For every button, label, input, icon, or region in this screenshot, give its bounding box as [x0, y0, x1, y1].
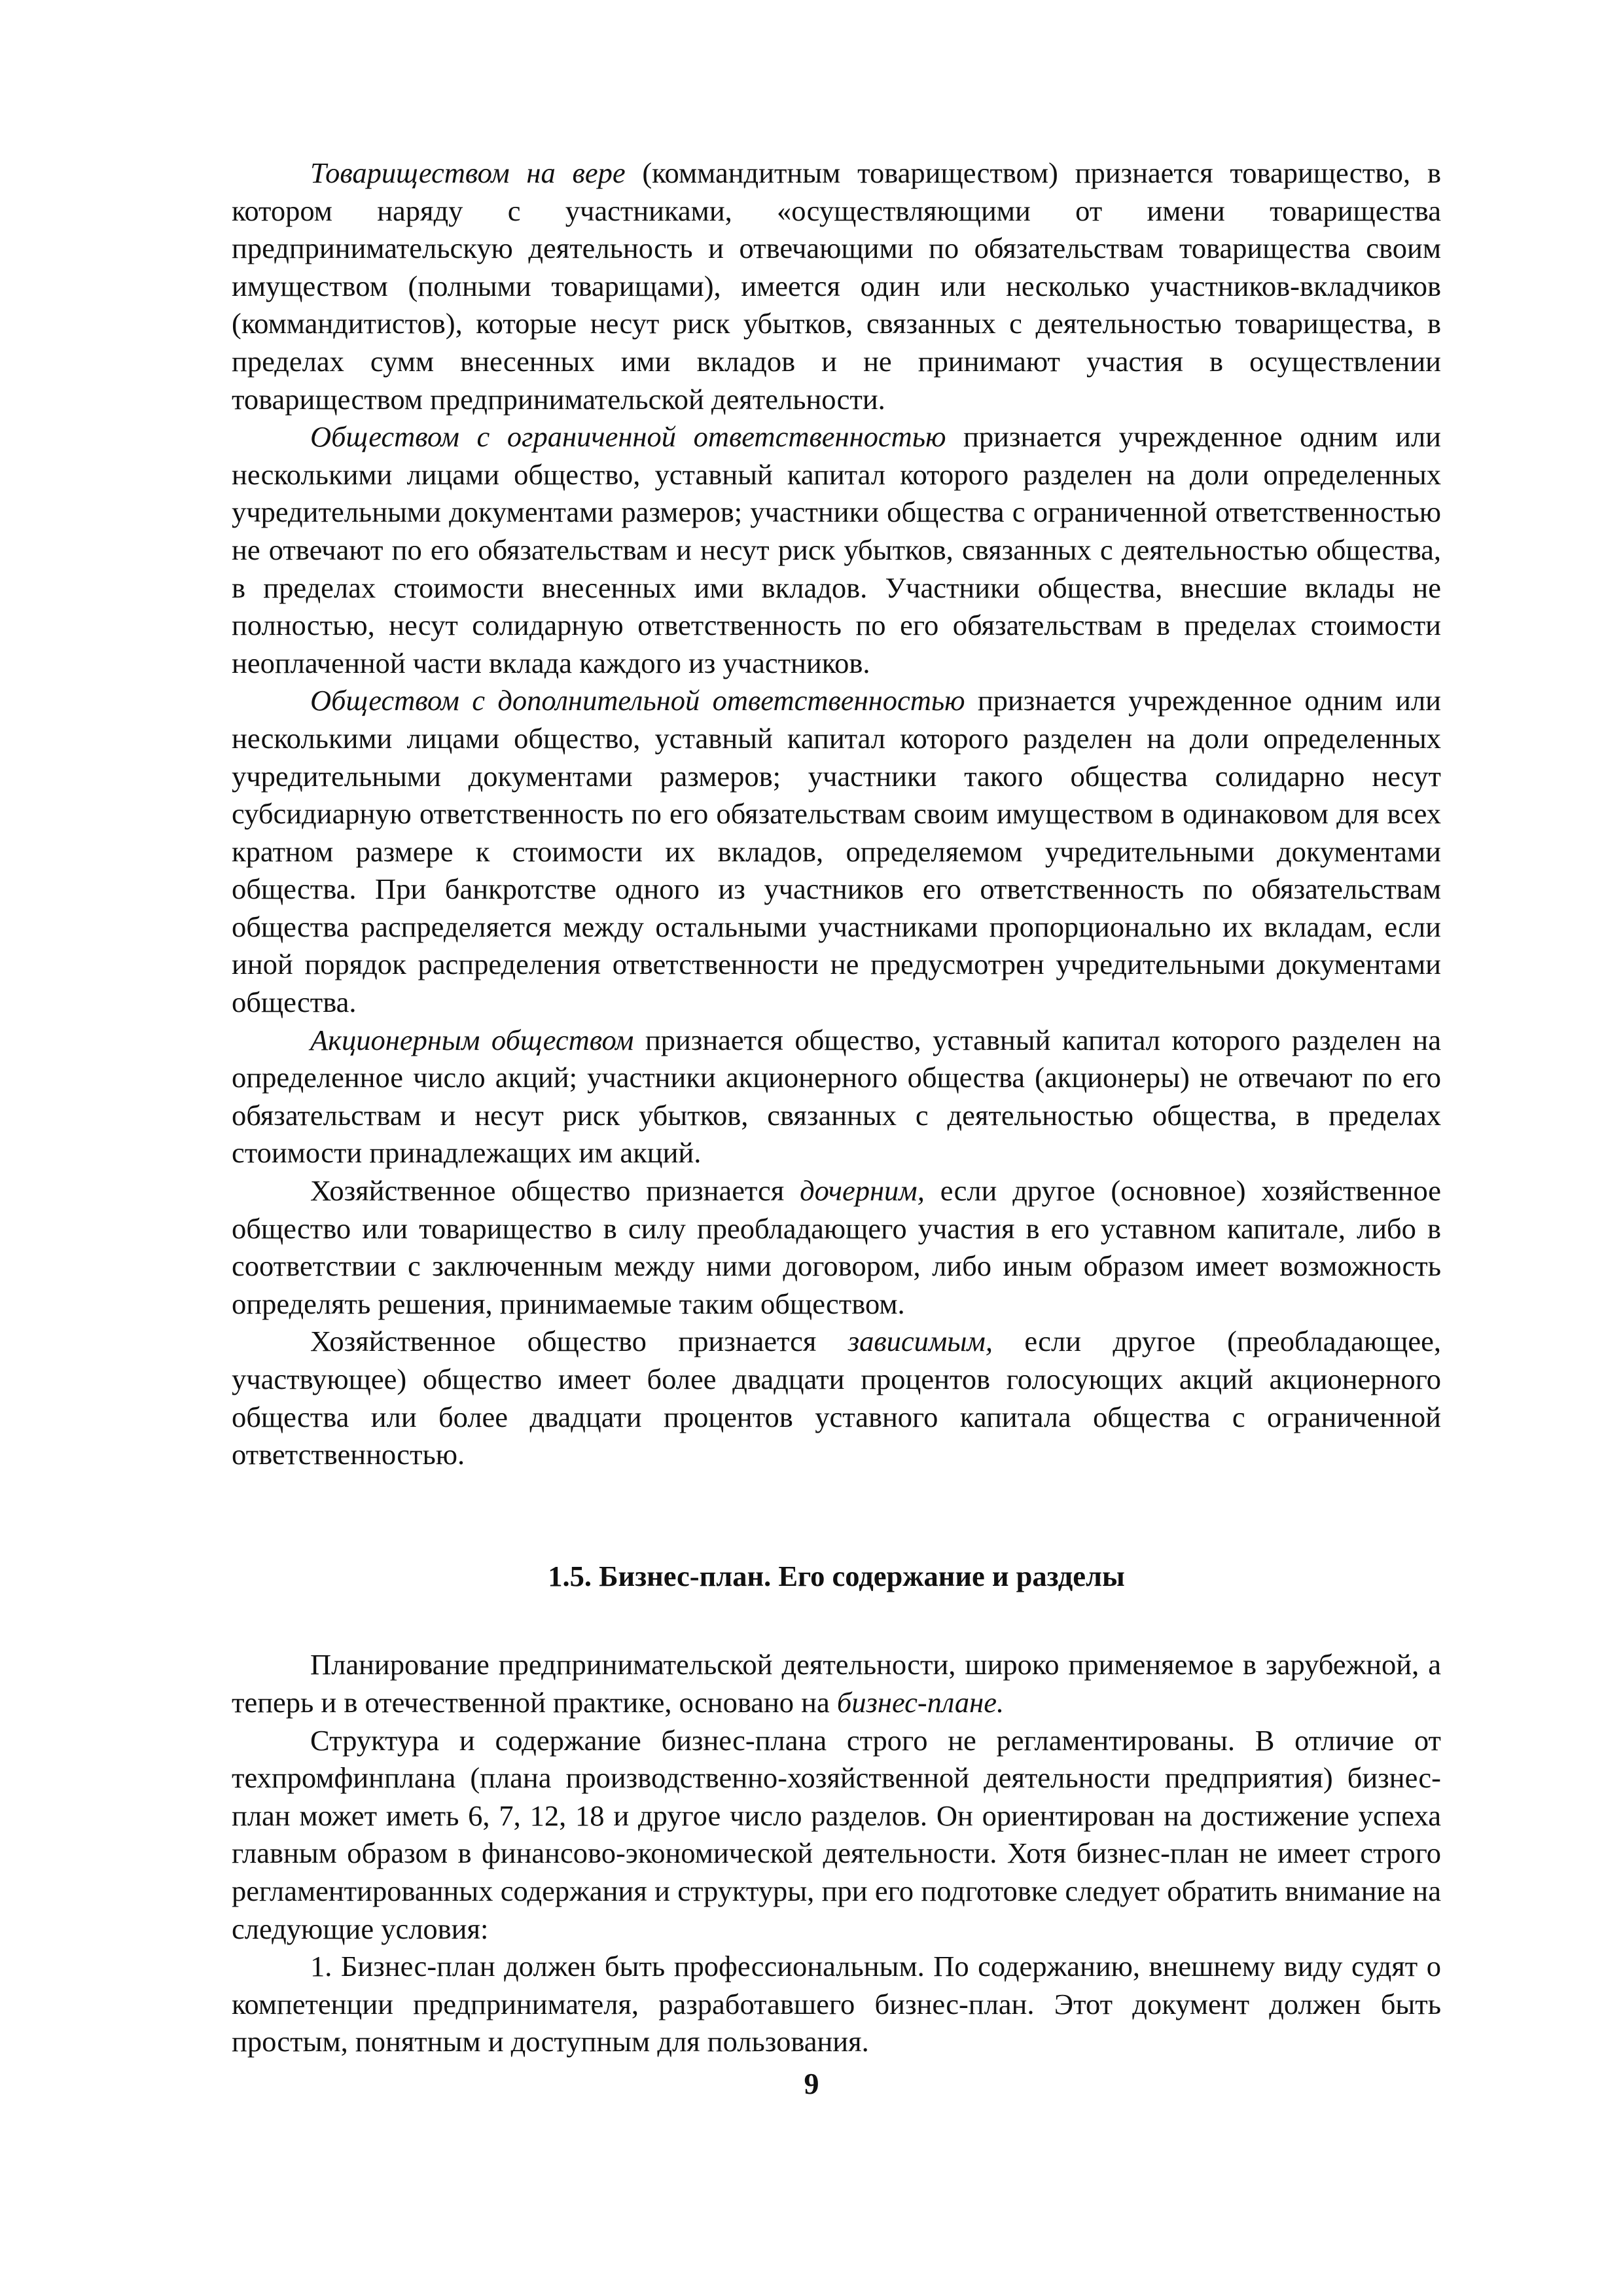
- term-business-plan: бизнес-плане.: [836, 1685, 1005, 1719]
- paragraph-text: признается учрежденное одним или несколькими лицами общество, уставный капитал которого разделен на доли определенных учредительными документами размеров; участники общества с ограниченной ответственностью не отвечают по его обязательствам и несут риск убытков, связанных с деятельностью общества, в пределах стоимости внесенных ими вкладов. Участники общества, внесшие вклады не полностью, несут солидарную ответственность по его обязательствам в пределах стоимости неоплаченной части вклада каждого из участников.: [232, 420, 1441, 679]
- paragraph-subsidiary: [232, 1172, 1441, 1323]
- paragraph-llc: [232, 418, 1441, 682]
- paragraph-text: признается общество, уставный капитал которого разделен на определенное число акций; участники акционерного общества (акционеры) не отвечают по его обязательствам и несут риск убытков, связанных с деятельностью общества, в пределах стоимости принадлежащих им акций.: [232, 1023, 1441, 1170]
- paragraph-text: если другое (преобладающее, участвующее) общество имеет более двадцати процентов голосующих акций акционерного общества или более двадцати процентов уставного капитала общества с ограниченной ответственностью.: [232, 1325, 1441, 1471]
- term-limited-partnership: Товариществом на вере: [310, 156, 626, 189]
- paragraph-additional-liability: [232, 682, 1441, 1021]
- paragraph-text: Хозяйственное общество признается: [310, 1174, 800, 1208]
- page-number: 9: [804, 2067, 819, 2100]
- paragraph-text: признается учрежденное одним или несколькими лицами общество, уставный капитал которого разделен на доли определенных учредительными документами размеров; участники такого общества солидарно несут субсидиарную ответственность по его обязательствам своим имуществом в одинаковом для всех кратном размере к стоимости их вкладов, определяемом учредительными документами общества. При банкротстве одного из участников его ответственность по обязательствам общества распределяется между остальными участниками пропорционально их вкладам, если иной порядок распределения ответственности не предусмотрен учредительными документами общества.: [232, 684, 1441, 1019]
- term-llc: Обществом с ограниченной ответственностью: [310, 420, 946, 454]
- paragraph-text: Хозяйственное общество признается: [310, 1325, 848, 1358]
- paragraph-text: если другое (основное) хозяйственное общество или товарищество в силу преобладающего участия в его уставном капитале, либо в соответствии с заключенным между ними договором, либо иным образом имеет возможность определять решения, принимаемые таким обществом.: [232, 1174, 1441, 1320]
- paragraph-text: (коммандитным товариществом) признается товарищество, в котором наряду с участниками, «осуществляющими от имени товарищества предпринимательскую деятельность и отвечающими по обязательствам товарищества своим имуществом (полными товарищами), имеется один или несколько участников-вкладчиков (коммандитистов), которые несут риск убытков, связанных с деятельностью товарищества, в пределах сумм внесенных ими вкладов и не принимают участия в осуществлении товариществом предпринимательской деятельности.: [232, 156, 1441, 416]
- term-joint-stock: Акционерным обществом: [310, 1023, 634, 1056]
- paragraph-dependent: [232, 1323, 1441, 1473]
- section-heading: 1.5. Бизнес-план. Его содержание и разделы: [548, 1559, 1125, 1592]
- paragraph-item-1: 1. Бизнес-план должен быть профессиональным. По содержанию, внешнему виду судят о компетенции предпринимателя, разработавшего бизнес-план. Этот документ должен быть простым, понятным и доступным для пользования.: [232, 1950, 1441, 2058]
- paragraph-joint-stock: [232, 1022, 1441, 1172]
- paragraph-planning: [232, 1646, 1441, 1721]
- document-page: [232, 154, 1441, 2061]
- paragraph-structure: Структура и содержание бизнес-плана строго не регламентированы. В отличие от техпромфинплана (плана производственно-хозяйственной деятельности предприятия) бизнес-план может иметь 6, 7, 12, 18 и другое число разделов. Он ориентирован на достижение успеха главным образом в финансово-экономической деятельности. Хотя бизнес-план не имеет строго регламентированных содержания и структуры, при его подготовке следует обратить внимание на следующие условия:: [232, 1723, 1441, 1945]
- paragraph-limited-partnership: [232, 154, 1441, 418]
- term-subsidiary: дочерним,: [800, 1174, 925, 1208]
- term-additional-liability: Обществом с дополнительной ответственностью: [310, 684, 965, 717]
- term-dependent: зависимым,: [847, 1325, 993, 1358]
- paragraph-text: Планирование предпринимательской деятельности, широко применяемое в зарубежной, а теперь и в отечественной практике, основано на: [232, 1648, 1441, 1719]
